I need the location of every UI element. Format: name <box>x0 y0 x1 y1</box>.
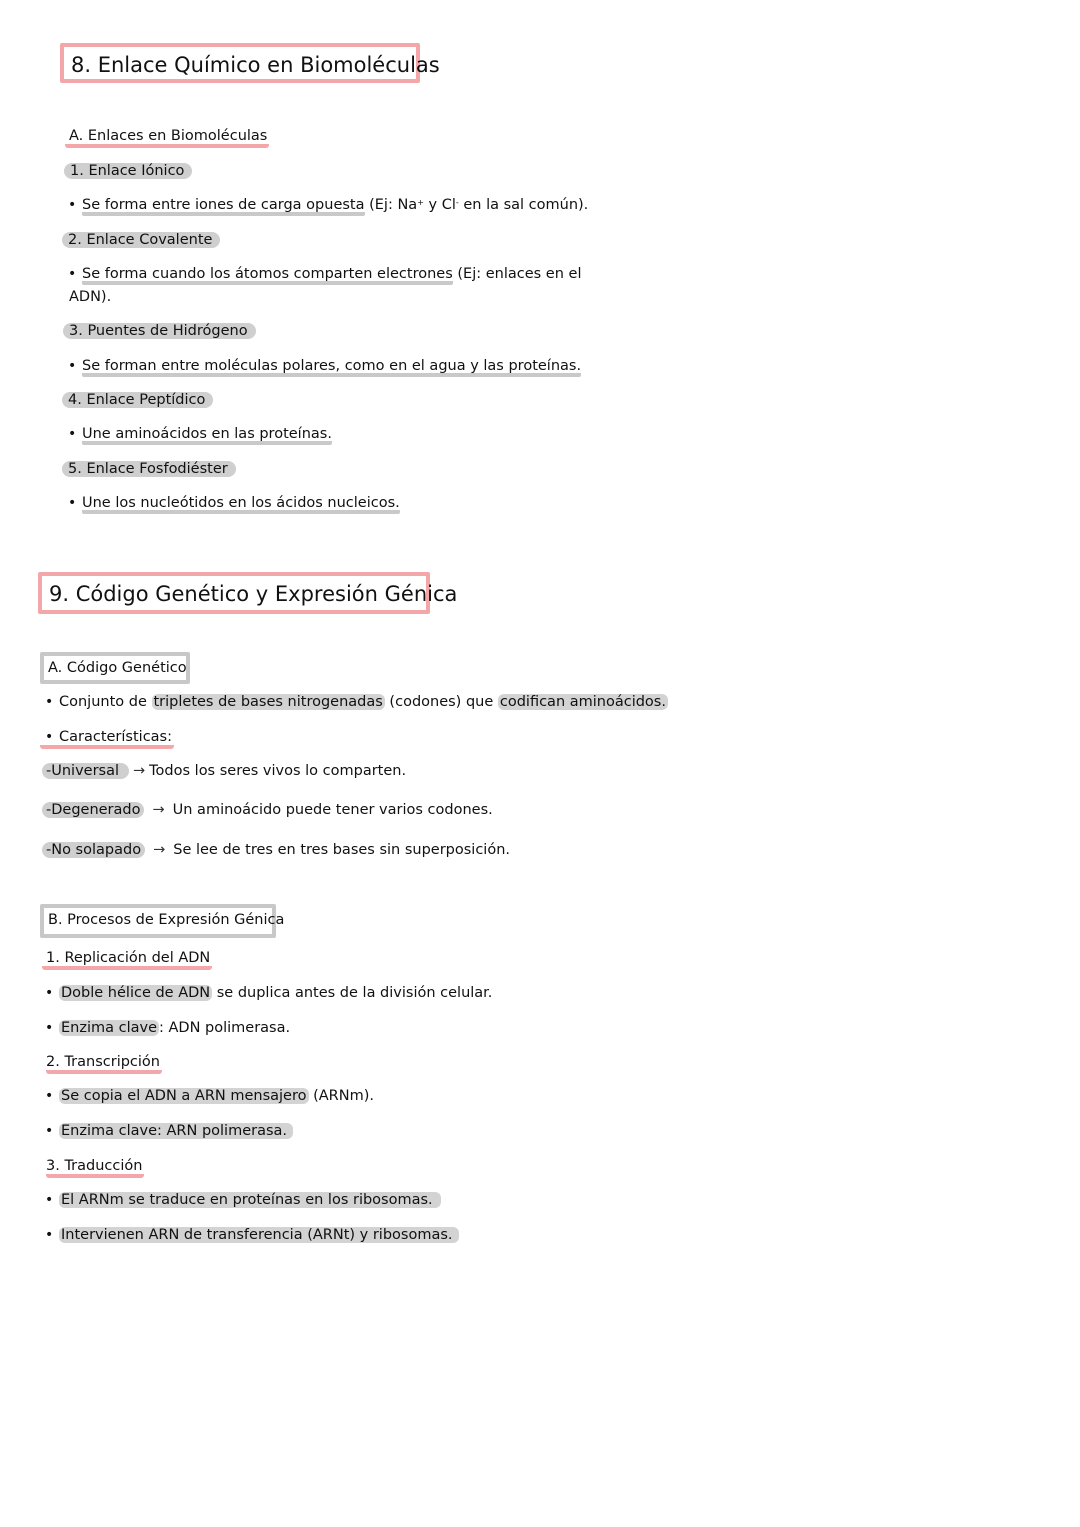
bond-bullet-covalent-line2: ADN). <box>69 289 112 305</box>
bond-bullet-ionic: • Se forma entre iones de carga opuesta (Ej: Na+ y Cl- en la sal común). <box>68 195 588 215</box>
transcription-bullet-2: • Enzima clave: ARN polimerasa. <box>45 1121 293 1141</box>
bond-heading-hydrogen: 3. Puentes de Hidrógeno <box>63 321 256 341</box>
section-8-title-text: 8. Enlace Químico en Biomoléculas <box>71 53 440 77</box>
arrow-right-icon: → <box>153 842 166 858</box>
bond-bullet-covalent: • Se forma cuando los átomos comparten electrones (Ej: enlaces en el <box>68 264 581 284</box>
section-8-title <box>60 43 440 83</box>
bond-heading-peptide: 4. Enlace Peptídico <box>62 390 213 410</box>
replication-bullet-2: • Enzima clave : ADN polimerasa. <box>45 1020 291 1036</box>
bullet-icon: • <box>45 1020 54 1036</box>
bond-bullet-peptide: • Une aminoácidos en las proteínas. <box>68 424 332 444</box>
bullet-icon: • <box>68 495 77 511</box>
section-9-title-text: 9. Código Genético y Expresión Génica <box>49 582 458 606</box>
bullet-icon: • <box>45 1227 54 1243</box>
bullet-icon: • <box>45 694 54 710</box>
bond-heading-covalent: 2. Enlace Covalente <box>62 230 220 250</box>
subsection-8a-heading: A. Enlaces en Biomoléculas <box>69 126 269 146</box>
characteristics-label: • Características: <box>40 727 174 747</box>
genetic-code-definition: • Conjunto de tripletes de bases nitrogenadas (codones) que codifican aminoácidos. <box>45 694 666 710</box>
translation-bullet-2: • Intervienen ARN de transferencia (ARNt) y ribosomas. <box>45 1225 459 1245</box>
bullet-icon: • <box>68 197 77 213</box>
bullet-icon: • <box>45 1123 54 1139</box>
subsection-9b-box: B. Procesos de Expresión Génica <box>40 904 276 938</box>
characteristic-degenerate: -Degenerado → Un aminoácido puede tener varios codones. <box>42 800 493 820</box>
replication-bullet-1: • Doble hélice de ADN se duplica antes de la división celular. <box>45 985 493 1001</box>
bullet-icon: • <box>45 729 54 745</box>
bullet-icon: • <box>68 358 77 374</box>
characteristic-non-overlapping: -No solapado → Se lee de tres en tres bases sin superposición. <box>42 840 510 860</box>
bullet-icon: • <box>68 266 77 282</box>
bullet-icon: • <box>45 1088 54 1104</box>
process-heading-transcription: 2. Transcripción <box>46 1052 162 1072</box>
bullet-icon: • <box>45 1192 54 1208</box>
bond-heading-phosphodiester: 5. Enlace Fosfodiéster <box>62 459 236 479</box>
section-9-title <box>38 572 458 614</box>
process-heading-translation: 3. Traducción <box>46 1156 144 1176</box>
bond-heading-ionic: 1. Enlace Iónico <box>64 161 192 181</box>
process-heading-replication: 1. Replicación del ADN <box>46 948 212 968</box>
translation-bullet-1: • El ARNm se traduce en proteínas en los ribosomas. <box>45 1190 441 1210</box>
bond-bullet-hydrogen: • Se forman entre moléculas polares, como en el agua y las proteínas. <box>68 356 581 376</box>
bond-bullet-phosphodiester: • Une los nucleótidos en los ácidos nucleicos. <box>68 493 400 513</box>
arrow-right-icon: → <box>152 802 165 818</box>
bullet-icon: • <box>45 985 54 1001</box>
subsection-9a-box: A. Código Genético <box>40 652 190 684</box>
transcription-bullet-1: • Se copia el ADN a ARN mensajero (ARNm). <box>45 1088 374 1104</box>
characteristic-universal: -Universal → Todos los seres vivos lo comparten. <box>42 761 406 781</box>
bullet-icon: • <box>68 426 77 442</box>
arrow-right-icon: → <box>133 763 146 779</box>
